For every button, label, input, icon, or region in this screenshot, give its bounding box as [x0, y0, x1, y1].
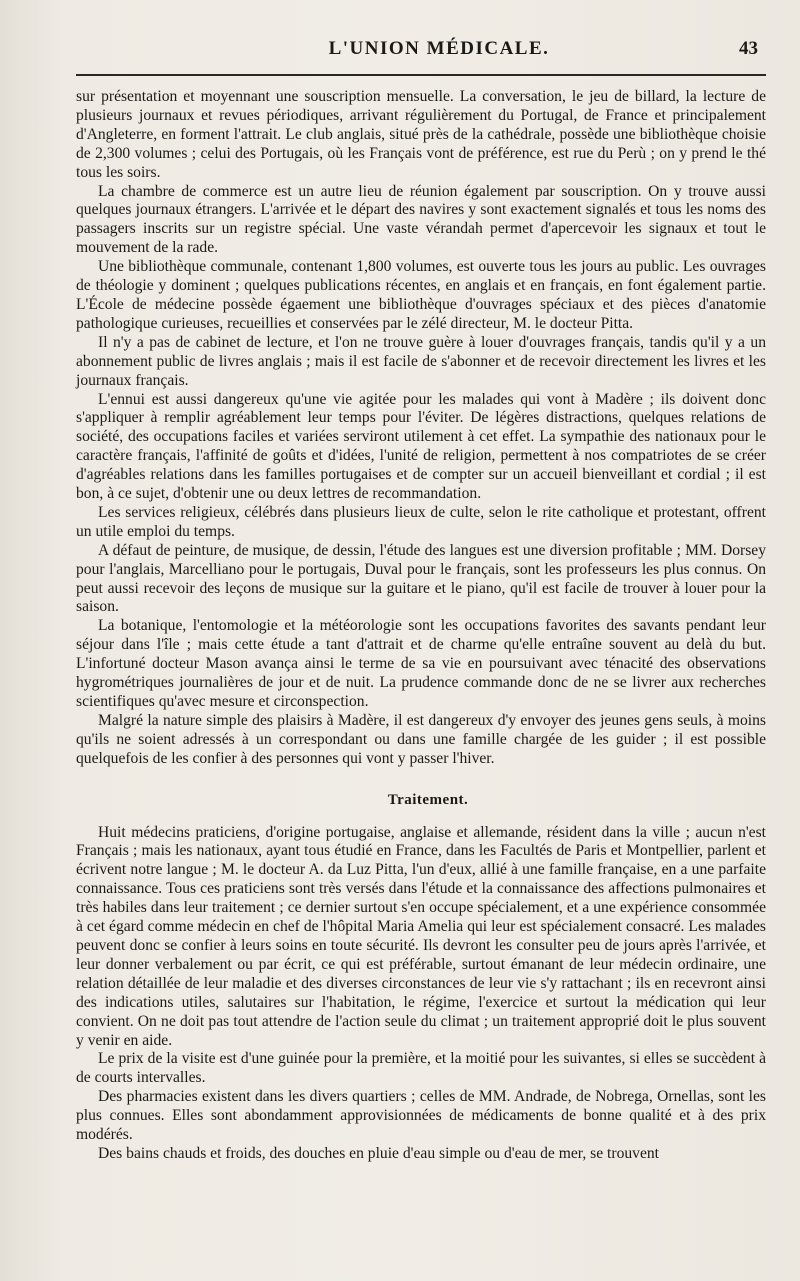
- section-heading: [76, 791, 766, 810]
- paragraph: sur présentation et moyennant une souscription mensuelle. La conversation, le jeu de billard, la lecture de plusieurs journaux et revues périodiques, arrivant régulièrement du Portugal, de France et principalement d'Angleterre, en forment l'attrait. Le club anglais, situé près de la cathédrale, possède une bibliothèque choisie de 2,300 volumes ; celui des Portugais, où les Français vont de préférence, est rue du Perù ; on y prend le thé tous les soirs.: [76, 88, 766, 181]
- paragraph: Les services religieux, célébrés dans plusieurs lieux de culte, selon le rite catholique et protestant, offrent un utile emploi du temps.: [76, 503, 766, 540]
- paragraphs-before: [76, 88, 766, 769]
- paragraph: Malgré la nature simple des plaisirs à Madère, il est dangereux d'y envoyer des jeunes gens seuls, à moins qu'ils ne soient adressés à un correspondant ou dans une famille chargée de les guider ; il est possible quelquefois de les confier à des personnes qui vont y passer l'hiver.: [76, 711, 766, 767]
- paragraph: Le prix de la visite est d'une guinée pour la première, et la moitié pour les suivantes, si elles se succèdent à de courts intervalles.: [76, 1050, 766, 1087]
- header-rule: [76, 74, 766, 76]
- paragraph: Des pharmacies existent dans les divers quartiers ; celles de MM. Andrade, de Nobrega, Ornellas, sont les plus connues. Elles sont abondamment approvisionnées de médicaments de bonne qualité et à des prix modérés.: [76, 1088, 766, 1144]
- running-head: [76, 38, 766, 68]
- paragraph: Huit médecins praticiens, d'origine portugaise, anglaise et allemande, résident dans la ville ; aucun n'est Français ; mais les nationaux, ayant tous étudié en France, dans les Facultés de Paris et Montpellier, parlent et écrivent notre langue ; M. le docteur A. da Luz Pitta, l'un d'eux, allié à une famille française, en a une parfaite connaissance. Tous ces praticiens sont très versés dans l'étude et la connaissance des affections pulmonaires et très habiles dans leur traitement ; ce dernier surtout s'en occupe spécialement, et a une expérience consommée à cet égard comme médecin en chef de l'hôpital Maria Amelia qui leur est spécialement consacré. Les malades peuvent donc se confier à leurs soins en toute sécurité. Ils devront les consulter peu de jours après l'arrivée, et leur donner verbalement ou par écrit, ce qui est préférable, surtout émanant de leur médecin ordinaire, une relation détaillée de leur maladie et des diverses circonstances de leur vie s'y rattachant ; ils en recevront ainsi des indications utiles, salutaires sur l'habitation, le régime, l'exercice et surtout la médication qui leur convient. On ne doit pas tout attendre de l'action seule du climat ; un traitement approprié doit le plus souvent y venir en aide.: [76, 823, 766, 1049]
- paragraph: La botanique, l'entomologie et la météorologie sont les occupations favorites des savants pendant leur séjour dans l'île ; mais cette étude a tant d'attrait et de charme qu'elle entraîne souvent au delà du but. L'infortuné docteur Mason avança ainsi le terme de sa vie en poursuivant avec ténacité des observations hygrométriques journalières de jour et de nuit. La prudence commande donc de ne se livrer aux recherches scientifiques qu'avec mesure et circonspection.: [76, 617, 766, 710]
- paragraph: Il n'y a pas de cabinet de lecture, et l'on ne trouve guère à louer d'ouvrages français, tandis qu'il y a un abonnement public de livres anglais ; mais il est facile de s'abonner et de recevoir directement les livres et les journaux français.: [76, 333, 766, 389]
- paragraph: L'ennui est aussi dangereux qu'une vie agitée pour les malades qui vont à Madère ; ils doivent donc s'appliquer à remplir agréablement leur temps pour l'éviter. De légères distractions, quelques relations de société, des occupations faciles et variées serviront utilement à cet effet. La sympathie des nationaux pour le caractère français, l'affinité de goûts et d'idées, l'unité de religion, permettent à nos compatriotes de se créer d'agréables relations dans les familles portugaises et de compter sur un accueil bienveillant et cordial ; il est bon, à ce sujet, d'obtenir une ou deux lettres de recommandation.: [76, 390, 766, 503]
- paragraph: Des bains chauds et froids, des douches en pluie d'eau simple ou d'eau de mer, se trouvent: [98, 1144, 660, 1162]
- paragraph: A défaut de peinture, de musique, de dessin, l'étude des langues est une diversion profitable ; MM. Dorsey pour l'anglais, Marcelliano pour le portugais, Duval pour le français, sont les professeurs les plus connus. On peut aussi recevoir des leçons de musique sur la guitare et le piano, qu'il est facile de trouver à louer pour la saison.: [76, 541, 766, 616]
- paragraph: Une bibliothèque communale, contenant 1,800 volumes, est ouverte tous les jours au public. Les ouvrages de théologie y dominent ; quelques publications récentes, en anglais et en français, en font également partie. L'École de médecine possède égaement une bibliothèque d'ouvrages spéciaux et des pièces d'anatomie pathologique curieuses, recueillies et conservées par le zélé directeur, M. le docteur Pitta.: [76, 258, 766, 332]
- running-title: L'UNION MÉDICALE.: [328, 38, 550, 59]
- section-heading-text: Traitement.: [387, 791, 469, 808]
- article-body: [76, 88, 766, 1164]
- page-number: 43: [739, 38, 758, 59]
- paragraphs-after: [76, 824, 766, 1164]
- paragraph: La chambre de commerce est un autre lieu de réunion également par souscription. On y trouve aussi quelques journaux étrangers. L'arrivée et le départ des navires y sont exactement signalés et tous les noms des passagers inscrits sur un registre spécial. Une vaste vérandah permet d'apercevoir les signaux et tout le mouvement de la rade.: [76, 182, 766, 257]
